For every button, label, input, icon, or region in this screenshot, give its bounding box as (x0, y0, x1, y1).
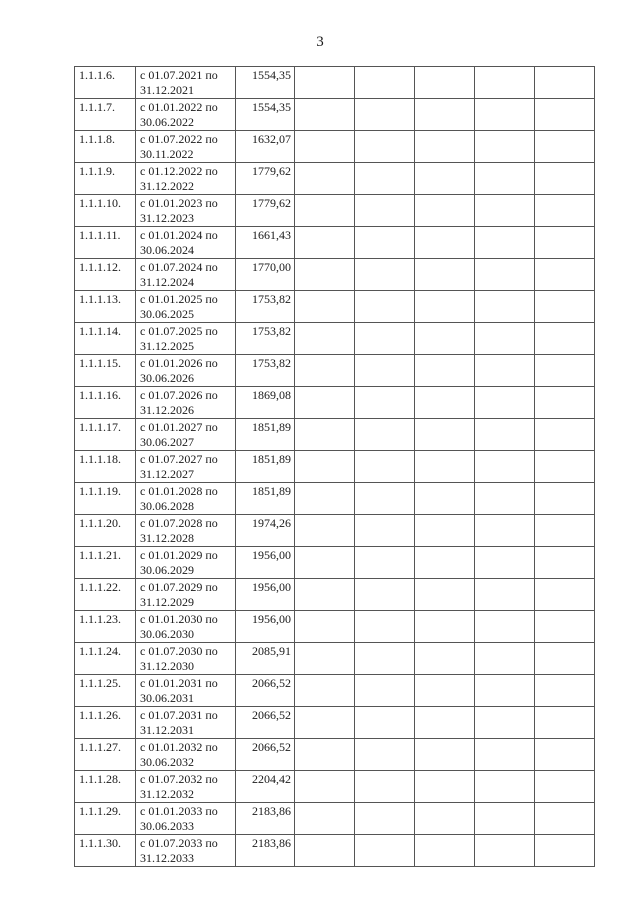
period-start: с 01.07.2032 по (140, 772, 218, 786)
row-number-cell: 1.1.1.14. (75, 323, 136, 355)
table-row (75, 643, 595, 675)
empty-cell (415, 611, 475, 643)
empty-cell (355, 195, 415, 227)
period-end: 30.06.2028 (140, 499, 194, 513)
row-number-cell: 1.1.1.13. (75, 291, 136, 323)
empty-cell (295, 259, 355, 291)
period-cell (136, 227, 236, 259)
period-cell (136, 483, 236, 515)
period-start: с 01.01.2032 по (140, 740, 218, 754)
empty-cell (535, 227, 595, 259)
period-cell (136, 579, 236, 611)
period-start: с 01.01.2026 по (140, 356, 218, 370)
period-end: 31.12.2033 (140, 851, 194, 865)
empty-cell (535, 99, 595, 131)
table-row (75, 355, 595, 387)
table-row (75, 163, 595, 195)
row-number-cell: 1.1.1.16. (75, 387, 136, 419)
row-number-cell: 1.1.1.26. (75, 707, 136, 739)
empty-cell (295, 355, 355, 387)
empty-cell (475, 803, 535, 835)
empty-cell (535, 835, 595, 867)
empty-cell (475, 707, 535, 739)
period-start: с 01.01.2024 по (140, 228, 218, 242)
row-number-cell: 1.1.1.6. (75, 67, 136, 99)
empty-cell (535, 483, 595, 515)
row-number-cell: 1.1.1.9. (75, 163, 136, 195)
row-number-cell: 1.1.1.7. (75, 99, 136, 131)
empty-cell (295, 451, 355, 483)
period-cell (136, 547, 236, 579)
table-row (75, 451, 595, 483)
period-cell (136, 451, 236, 483)
empty-cell (415, 387, 475, 419)
empty-cell (295, 131, 355, 163)
period-start: с 01.01.2028 по (140, 484, 218, 498)
table-row (75, 227, 595, 259)
empty-cell (475, 515, 535, 547)
period-end: 30.06.2025 (140, 307, 194, 321)
empty-cell (475, 387, 535, 419)
empty-cell (415, 227, 475, 259)
table-row (75, 579, 595, 611)
empty-cell (415, 451, 475, 483)
page-number: 3 (316, 34, 324, 50)
table-row (75, 67, 595, 99)
period-cell (136, 99, 236, 131)
period-cell (136, 515, 236, 547)
table-row (75, 419, 595, 451)
empty-cell (355, 387, 415, 419)
tariff-value-cell: 2204,42 (236, 771, 295, 803)
tariff-value-cell: 2066,52 (236, 707, 295, 739)
empty-cell (295, 515, 355, 547)
empty-cell (355, 131, 415, 163)
period-end: 30.06.2030 (140, 627, 194, 641)
empty-cell (355, 835, 415, 867)
table-row (75, 771, 595, 803)
empty-cell (535, 611, 595, 643)
tariff-value-cell: 2066,52 (236, 739, 295, 771)
empty-cell (475, 835, 535, 867)
table-row (75, 547, 595, 579)
row-number-cell: 1.1.1.29. (75, 803, 136, 835)
empty-cell (295, 707, 355, 739)
period-cell (136, 259, 236, 291)
empty-cell (535, 195, 595, 227)
empty-cell (475, 611, 535, 643)
period-start: с 01.12.2022 по (140, 164, 218, 178)
empty-cell (295, 835, 355, 867)
period-cell (136, 611, 236, 643)
empty-cell (475, 259, 535, 291)
row-number-cell: 1.1.1.24. (75, 643, 136, 675)
table-row (75, 483, 595, 515)
empty-cell (355, 771, 415, 803)
empty-cell (535, 675, 595, 707)
row-number-cell: 1.1.1.23. (75, 611, 136, 643)
tariff-value-cell: 1974,26 (236, 515, 295, 547)
empty-cell (535, 803, 595, 835)
empty-cell (415, 707, 475, 739)
empty-cell (535, 323, 595, 355)
period-start: с 01.07.2025 по (140, 324, 218, 338)
tariff-value-cell: 1851,89 (236, 419, 295, 451)
empty-cell (415, 419, 475, 451)
tariff-value-cell: 1851,89 (236, 451, 295, 483)
period-end: 31.12.2029 (140, 595, 194, 609)
period-end: 30.06.2024 (140, 243, 194, 257)
period-cell (136, 643, 236, 675)
empty-cell (535, 579, 595, 611)
tariff-value-cell: 1956,00 (236, 579, 295, 611)
period-start: с 01.07.2022 по (140, 132, 218, 146)
empty-cell (355, 515, 415, 547)
empty-cell (475, 675, 535, 707)
period-cell (136, 771, 236, 803)
empty-cell (355, 547, 415, 579)
empty-cell (475, 67, 535, 99)
table-row (75, 515, 595, 547)
empty-cell (415, 835, 475, 867)
tariff-value-cell: 1779,62 (236, 163, 295, 195)
empty-cell (415, 195, 475, 227)
empty-cell (295, 99, 355, 131)
period-start: с 01.01.2027 по (140, 420, 218, 434)
table-row (75, 835, 595, 867)
empty-cell (295, 675, 355, 707)
period-cell (136, 163, 236, 195)
tariff-table (74, 66, 595, 867)
row-number-cell: 1.1.1.27. (75, 739, 136, 771)
empty-cell (415, 579, 475, 611)
empty-cell (415, 131, 475, 163)
period-start: с 01.01.2025 по (140, 292, 218, 306)
empty-cell (295, 771, 355, 803)
empty-cell (535, 163, 595, 195)
empty-cell (415, 355, 475, 387)
empty-cell (415, 643, 475, 675)
empty-cell (355, 483, 415, 515)
empty-cell (415, 291, 475, 323)
row-number-cell: 1.1.1.21. (75, 547, 136, 579)
empty-cell (415, 547, 475, 579)
period-start: с 01.01.2033 по (140, 804, 218, 818)
table-row (75, 739, 595, 771)
empty-cell (355, 291, 415, 323)
empty-cell (355, 163, 415, 195)
empty-cell (415, 675, 475, 707)
period-end: 30.06.2026 (140, 371, 194, 385)
period-start: с 01.01.2030 по (140, 612, 218, 626)
row-number-cell: 1.1.1.15. (75, 355, 136, 387)
period-start: с 01.07.2031 по (140, 708, 218, 722)
empty-cell (295, 739, 355, 771)
period-start: с 01.01.2029 по (140, 548, 218, 562)
empty-cell (475, 579, 535, 611)
table-row (75, 259, 595, 291)
row-number-cell: 1.1.1.8. (75, 131, 136, 163)
period-end: 31.12.2032 (140, 787, 194, 801)
row-number-cell: 1.1.1.19. (75, 483, 136, 515)
tariff-value-cell: 2085,91 (236, 643, 295, 675)
empty-cell (295, 579, 355, 611)
empty-cell (415, 99, 475, 131)
tariff-value-cell: 1956,00 (236, 611, 295, 643)
period-end: 30.06.2027 (140, 435, 194, 449)
empty-cell (295, 387, 355, 419)
tariff-value-cell: 1956,00 (236, 547, 295, 579)
tariff-value-cell: 1554,35 (236, 67, 295, 99)
row-number-cell: 1.1.1.30. (75, 835, 136, 867)
empty-cell (295, 643, 355, 675)
empty-cell (535, 515, 595, 547)
empty-cell (295, 483, 355, 515)
tariff-value-cell: 2066,52 (236, 675, 295, 707)
table-row (75, 803, 595, 835)
period-cell (136, 323, 236, 355)
period-cell (136, 291, 236, 323)
empty-cell (475, 195, 535, 227)
period-end: 31.12.2023 (140, 211, 194, 225)
empty-cell (475, 291, 535, 323)
empty-cell (295, 419, 355, 451)
tariff-value-cell: 1779,62 (236, 195, 295, 227)
tariff-value-cell: 1753,82 (236, 323, 295, 355)
row-number-cell: 1.1.1.25. (75, 675, 136, 707)
period-cell (136, 675, 236, 707)
tariff-table-body (75, 67, 595, 867)
period-start: с 01.01.2022 по (140, 100, 218, 114)
period-cell (136, 195, 236, 227)
row-number-cell: 1.1.1.10. (75, 195, 136, 227)
table-row (75, 131, 595, 163)
period-start: с 01.07.2030 по (140, 644, 218, 658)
period-cell (136, 707, 236, 739)
empty-cell (535, 707, 595, 739)
empty-cell (535, 131, 595, 163)
period-end: 30.11.2022 (140, 147, 194, 161)
empty-cell (475, 99, 535, 131)
period-end: 31.12.2021 (140, 83, 194, 97)
tariff-value-cell: 2183,86 (236, 803, 295, 835)
empty-cell (355, 451, 415, 483)
period-end: 31.12.2026 (140, 403, 194, 417)
row-number-cell: 1.1.1.28. (75, 771, 136, 803)
tariff-value-cell: 1554,35 (236, 99, 295, 131)
empty-cell (355, 611, 415, 643)
empty-cell (535, 739, 595, 771)
period-start: с 01.07.2021 по (140, 68, 218, 82)
empty-cell (355, 675, 415, 707)
empty-cell (355, 355, 415, 387)
empty-cell (355, 419, 415, 451)
row-number-cell: 1.1.1.18. (75, 451, 136, 483)
period-end: 30.06.2032 (140, 755, 194, 769)
empty-cell (535, 451, 595, 483)
period-start: с 01.07.2024 по (140, 260, 218, 274)
table-row (75, 387, 595, 419)
period-end: 31.12.2025 (140, 339, 194, 353)
tariff-value-cell: 2183,86 (236, 835, 295, 867)
empty-cell (355, 707, 415, 739)
empty-cell (295, 67, 355, 99)
empty-cell (475, 547, 535, 579)
empty-cell (475, 227, 535, 259)
period-cell (136, 131, 236, 163)
row-number-cell: 1.1.1.11. (75, 227, 136, 259)
empty-cell (535, 387, 595, 419)
tariff-value-cell: 1753,82 (236, 291, 295, 323)
row-number-cell: 1.1.1.22. (75, 579, 136, 611)
period-end: 31.12.2027 (140, 467, 194, 481)
empty-cell (295, 227, 355, 259)
empty-cell (415, 483, 475, 515)
empty-cell (415, 803, 475, 835)
empty-cell (295, 547, 355, 579)
tariff-value-cell: 1661,43 (236, 227, 295, 259)
empty-cell (475, 771, 535, 803)
period-start: с 01.07.2029 по (140, 580, 218, 594)
table-row (75, 611, 595, 643)
empty-cell (295, 163, 355, 195)
empty-cell (295, 291, 355, 323)
empty-cell (475, 739, 535, 771)
empty-cell (355, 67, 415, 99)
period-cell (136, 419, 236, 451)
table-row (75, 675, 595, 707)
empty-cell (415, 515, 475, 547)
period-start: с 01.01.2023 по (140, 196, 218, 210)
empty-cell (355, 227, 415, 259)
empty-cell (355, 259, 415, 291)
period-start: с 01.07.2028 по (140, 516, 218, 530)
period-end: 31.12.2022 (140, 179, 194, 193)
period-cell (136, 739, 236, 771)
empty-cell (355, 579, 415, 611)
empty-cell (415, 163, 475, 195)
table-row (75, 195, 595, 227)
tariff-value-cell: 1851,89 (236, 483, 295, 515)
empty-cell (415, 67, 475, 99)
period-end: 30.06.2029 (140, 563, 194, 577)
empty-cell (415, 739, 475, 771)
empty-cell (535, 771, 595, 803)
table-row (75, 291, 595, 323)
row-number-cell: 1.1.1.12. (75, 259, 136, 291)
table-row (75, 99, 595, 131)
empty-cell (535, 547, 595, 579)
period-end: 31.12.2028 (140, 531, 194, 545)
empty-cell (475, 419, 535, 451)
period-start: с 01.07.2026 по (140, 388, 218, 402)
period-cell (136, 387, 236, 419)
empty-cell (475, 131, 535, 163)
period-start: с 01.07.2027 по (140, 452, 218, 466)
empty-cell (355, 643, 415, 675)
row-number-cell: 1.1.1.17. (75, 419, 136, 451)
period-cell (136, 355, 236, 387)
period-cell (136, 67, 236, 99)
empty-cell (475, 355, 535, 387)
empty-cell (355, 803, 415, 835)
empty-cell (535, 355, 595, 387)
tariff-value-cell: 1753,82 (236, 355, 295, 387)
period-end: 30.06.2033 (140, 819, 194, 833)
empty-cell (355, 739, 415, 771)
tariff-value-cell: 1770,00 (236, 259, 295, 291)
empty-cell (295, 803, 355, 835)
empty-cell (415, 771, 475, 803)
table-row (75, 707, 595, 739)
empty-cell (475, 163, 535, 195)
empty-cell (475, 323, 535, 355)
empty-cell (535, 291, 595, 323)
row-number-cell: 1.1.1.20. (75, 515, 136, 547)
empty-cell (295, 323, 355, 355)
period-end: 30.06.2031 (140, 691, 194, 705)
period-start: с 01.01.2031 по (140, 676, 218, 690)
empty-cell (415, 323, 475, 355)
empty-cell (475, 643, 535, 675)
empty-cell (415, 259, 475, 291)
tariff-value-cell: 1632,07 (236, 131, 295, 163)
empty-cell (355, 323, 415, 355)
empty-cell (535, 419, 595, 451)
period-cell (136, 803, 236, 835)
empty-cell (535, 643, 595, 675)
empty-cell (475, 451, 535, 483)
period-end: 31.12.2030 (140, 659, 194, 673)
period-end: 30.06.2022 (140, 115, 194, 129)
period-cell (136, 835, 236, 867)
period-start: с 01.07.2033 по (140, 836, 218, 850)
empty-cell (475, 483, 535, 515)
empty-cell (295, 611, 355, 643)
period-end: 31.12.2031 (140, 723, 194, 737)
tariff-value-cell: 1869,08 (236, 387, 295, 419)
empty-cell (535, 259, 595, 291)
empty-cell (535, 67, 595, 99)
empty-cell (355, 99, 415, 131)
table-row (75, 323, 595, 355)
empty-cell (295, 195, 355, 227)
period-end: 31.12.2024 (140, 275, 194, 289)
